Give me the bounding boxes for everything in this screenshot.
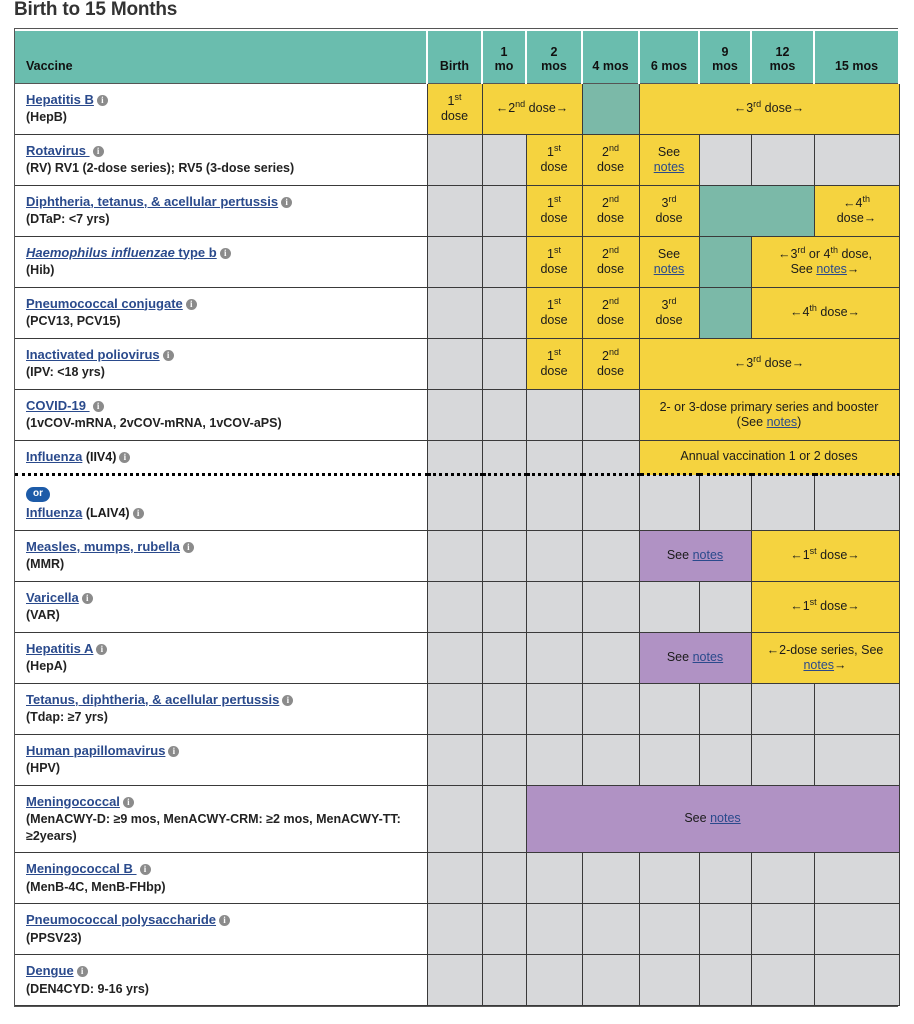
- schedule-cell-1mo: [482, 389, 526, 440]
- vaccine-abbreviation: (IPV: <18 yrs): [26, 365, 105, 379]
- info-icon[interactable]: i: [140, 864, 151, 875]
- cell-line-1: See: [657, 144, 681, 159]
- vaccine-abbreviation: (Hib): [26, 263, 55, 277]
- info-icon[interactable]: i: [123, 797, 134, 808]
- schedule-cell-4mos: [582, 83, 639, 134]
- vaccine-name-cell: [15, 134, 427, 185]
- vaccine-abbreviation: (MenACWY-D: ≥9 mos, MenACWY-CRM: ≥2 mos, MenACWY-TT: ≥2years): [26, 812, 401, 843]
- schedule-cell-1mo: [482, 338, 526, 389]
- vaccine-name-cell: [15, 287, 427, 338]
- vaccine-name-link[interactable]: Influenza: [26, 448, 83, 464]
- schedule-cell-2mos: [526, 338, 582, 389]
- column-header-4mos: [582, 30, 639, 83]
- schedule-cell-4mos: [582, 389, 639, 440]
- cell-line-2: dose: [540, 363, 568, 378]
- schedule-cell-12mos: [751, 475, 814, 531]
- cell-line-2: dose: [596, 312, 625, 327]
- schedule-cell-1mo: [482, 632, 526, 683]
- vaccine-abbreviation: (VAR): [26, 608, 60, 622]
- cell-line-2: [643, 262, 696, 277]
- vaccine-name-link[interactable]: Hepatitis B: [26, 91, 94, 107]
- vaccine-name-link[interactable]: Tetanus, diphtheria, & acellular pertussis: [26, 691, 280, 707]
- schedule-cell-4mos: [582, 734, 639, 785]
- schedule-cell-birth: [427, 734, 482, 785]
- schedule-cell-12mos: [751, 955, 814, 1006]
- notes-link[interactable]: notes: [803, 657, 835, 672]
- info-icon[interactable]: i: [97, 95, 108, 106]
- vaccine-name-suffix: (IIV4): [82, 449, 117, 464]
- vaccine-name-cell: [15, 853, 427, 904]
- schedule-cell-6mos: [639, 904, 699, 955]
- schedule-cell-birth: [427, 185, 482, 236]
- schedule-cell-2mos: [526, 530, 582, 581]
- schedule-cell-6mos: [639, 287, 699, 338]
- schedule-cell-15mos: [814, 134, 899, 185]
- schedule-cell-1mo: [482, 236, 526, 287]
- schedule-table-container: [14, 28, 898, 1007]
- schedule-cell-4mos: [582, 236, 639, 287]
- vaccine-name-link[interactable]: COVID-19: [26, 397, 90, 413]
- schedule-cell-1mo: [482, 530, 526, 581]
- schedule-cell-4mos: [582, 134, 639, 185]
- schedule-cell-2mos: [526, 475, 582, 531]
- schedule-cell-9mos: [699, 955, 751, 1006]
- cell-line-1: 1st: [547, 193, 561, 210]
- vaccine-name-link[interactable]: Hepatitis A: [26, 640, 94, 656]
- schedule-cell-4mos: [582, 475, 639, 531]
- schedule-cell-birth: [427, 530, 482, 581]
- vaccine-abbreviation: (Tdap: ≥7 yrs): [26, 710, 108, 724]
- table-row: [15, 338, 899, 389]
- table-header: [15, 30, 899, 83]
- schedule-cell-birth: [427, 475, 482, 531]
- cell-line-2: dose: [655, 210, 683, 225]
- column-header-vaccine: Vaccine: [15, 30, 427, 83]
- schedule-cell-9mos: [699, 683, 751, 734]
- schedule-cell-15mos: [814, 734, 899, 785]
- column-header-12mos: [751, 30, 814, 83]
- cell-line-1: 1st: [547, 295, 561, 312]
- cell-line-2: dose: [440, 108, 469, 123]
- vaccine-name-cell: [15, 581, 427, 632]
- notes-link[interactable]: notes: [692, 650, 724, 664]
- column-header-line2: mos: [712, 58, 738, 73]
- schedule-cell-4mos: [582, 853, 639, 904]
- vaccine-name-link[interactable]: Human papillomavirus: [26, 742, 166, 758]
- table-row: [15, 734, 899, 785]
- notes-link[interactable]: notes: [653, 159, 685, 174]
- cell-line-2: dose→: [836, 210, 877, 225]
- schedule-cell-9mos: [699, 236, 751, 287]
- schedule-cell-birth: [427, 83, 482, 134]
- schedule-cell-2mos: [526, 904, 582, 955]
- vaccine-abbreviation: (DTaP: <7 yrs): [26, 212, 110, 226]
- vaccine-name-cell: [15, 955, 427, 1006]
- vaccine-abbreviation: (PPSV23): [26, 930, 82, 945]
- schedule-cell-4mos: [582, 581, 639, 632]
- vaccine-name-cell: [15, 683, 427, 734]
- cell-line-1: 2nd: [602, 244, 619, 261]
- vaccine-abbreviation: (RV) RV1 (2-dose series); RV5 (3-dose series): [26, 161, 295, 175]
- cell-line-1: 2nd: [602, 142, 619, 159]
- schedule-cell-12mos: [751, 904, 814, 955]
- schedule-cell-12mos: ←1st dose→: [751, 530, 899, 581]
- notes-link[interactable]: notes: [766, 414, 798, 429]
- or-badge: or: [26, 487, 50, 502]
- vaccine-abbreviation: (MMR): [26, 557, 65, 571]
- vaccine-name-cell: [15, 734, 427, 785]
- vaccine-name-cell: [15, 83, 427, 134]
- page-title: Birth to 15 Months: [14, 0, 178, 20]
- vaccine-name-link[interactable]: Pneumococcal polysaccharide: [26, 912, 217, 927]
- header-row: [15, 30, 899, 83]
- column-header-birth: [427, 30, 482, 83]
- schedule-cell-2mos: [526, 287, 582, 338]
- schedule-cell-6mos: [639, 389, 899, 440]
- schedule-cell-birth: [427, 236, 482, 287]
- schedule-cell-birth: [427, 853, 482, 904]
- schedule-cell-2mos: [526, 236, 582, 287]
- schedule-cell-2mos: [526, 632, 582, 683]
- schedule-cell-6mos: ←3rd dose→: [639, 83, 899, 134]
- schedule-cell-birth: [427, 134, 482, 185]
- table-row: [15, 683, 899, 734]
- info-icon[interactable]: i: [163, 350, 174, 361]
- notes-link[interactable]: notes: [653, 261, 685, 276]
- schedule-cell-4mos: [582, 904, 639, 955]
- cell-line-2: dose: [596, 363, 625, 378]
- cell-line-2: dose: [540, 261, 568, 276]
- schedule-cell-6mos: [639, 475, 699, 531]
- schedule-cell-9mos: [699, 904, 751, 955]
- schedule-cell-2mos: [526, 134, 582, 185]
- schedule-cell-9mos: [699, 475, 751, 531]
- column-header-line2: 6 mos: [650, 58, 688, 73]
- notes-link[interactable]: notes: [692, 548, 724, 562]
- schedule-cell-4mos: [582, 185, 639, 236]
- vaccine-name-cell: [15, 530, 427, 581]
- schedule-cell-1mo: ←2nd dose→: [482, 83, 582, 134]
- vaccine-name-link[interactable]: Pneumococcal conjugate: [26, 295, 183, 311]
- schedule-cell-12mos: [751, 236, 899, 287]
- schedule-cell-1mo: [482, 134, 526, 185]
- info-icon[interactable]: i: [133, 508, 144, 519]
- schedule-cell-6mos: See notes: [639, 530, 751, 581]
- column-header-line2: mos: [769, 58, 796, 73]
- cell-line-2: dose: [596, 210, 625, 225]
- cell-line-2: [643, 160, 696, 175]
- schedule-cell-1mo: [482, 581, 526, 632]
- schedule-cell-12mos: [751, 683, 814, 734]
- table-row: [15, 134, 899, 185]
- column-header-line2: mo: [494, 58, 514, 73]
- schedule-cell-12mos: [751, 134, 814, 185]
- schedule-cell-15mos: [814, 185, 899, 236]
- immunization-schedule-table: [15, 29, 900, 1006]
- table-row: [15, 440, 899, 475]
- schedule-cell-1mo: [482, 683, 526, 734]
- schedule-cell-1mo: [482, 785, 526, 853]
- schedule-cell-6mos: [639, 134, 699, 185]
- table-row: [15, 581, 899, 632]
- schedule-cell-birth: [427, 632, 482, 683]
- cell-line-1: See: [657, 246, 681, 261]
- cell-line-2: dose: [540, 159, 568, 174]
- info-icon[interactable]: i: [183, 542, 194, 553]
- cell-line-2: dose: [540, 210, 568, 225]
- column-header-line2: 15 mos: [834, 58, 879, 73]
- schedule-cell-1mo: [482, 904, 526, 955]
- column-header-line2: Birth: [439, 58, 470, 73]
- column-header-line2: 4 mos: [592, 58, 629, 73]
- table-row: [15, 83, 899, 134]
- schedule-cell-birth: [427, 287, 482, 338]
- schedule-cell-4mos: [582, 683, 639, 734]
- schedule-cell-6mos: [639, 185, 699, 236]
- table-row: [15, 904, 899, 955]
- schedule-cell-6mos: [639, 236, 699, 287]
- table-row: [15, 853, 899, 904]
- cell-line-2: dose: [655, 312, 683, 327]
- vaccine-name-link[interactable]: Meningococcal B: [26, 861, 137, 876]
- vaccine-name-cell: [15, 632, 427, 683]
- schedule-cell-12mos: [751, 853, 814, 904]
- cell-line-1: 1st: [547, 244, 561, 261]
- schedule-cell-9mos: [699, 581, 751, 632]
- schedule-cell-12mos: ←1st dose→: [751, 581, 899, 632]
- cell-line-2: dose: [540, 312, 568, 327]
- schedule-cell-1mo: [482, 734, 526, 785]
- table-row: [15, 785, 899, 853]
- vaccine-name-cell: [15, 185, 427, 236]
- vaccine-name-cell: [15, 338, 427, 389]
- cell-line-1: ←4th: [843, 193, 870, 210]
- table-row: [15, 530, 899, 581]
- column-header-line1: 9: [721, 44, 729, 59]
- cell-line-1: 1st: [447, 91, 462, 108]
- column-header-15mos: [814, 30, 899, 83]
- schedule-cell-4mos: [582, 955, 639, 1006]
- column-header-6mos: [639, 30, 699, 83]
- schedule-cell-1mo: [482, 287, 526, 338]
- schedule-cell-6mos: [639, 734, 699, 785]
- info-icon[interactable]: i: [220, 248, 231, 259]
- vaccine-name-link[interactable]: Measles, mumps, rubella: [26, 538, 180, 554]
- column-header-1mo: [482, 30, 526, 83]
- info-icon[interactable]: i: [77, 966, 88, 977]
- schedule-cell-4mos: [582, 440, 639, 475]
- cell-line-1: 2nd: [602, 193, 619, 210]
- cell-line-1: ←2-dose series, See: [766, 642, 884, 657]
- vaccine-name-link[interactable]: Dengue: [26, 963, 74, 978]
- schedule-cell-birth: [427, 389, 482, 440]
- column-header-2mos: [526, 30, 582, 83]
- schedule-cell-15mos: [814, 853, 899, 904]
- info-icon[interactable]: i: [82, 593, 93, 604]
- table-row: [15, 287, 899, 338]
- schedule-cell-birth: [427, 581, 482, 632]
- schedule-cell-birth: [427, 955, 482, 1006]
- cell-line-2: dose: [596, 261, 625, 276]
- notes-link[interactable]: notes: [710, 811, 741, 826]
- info-icon[interactable]: i: [168, 746, 179, 757]
- info-icon[interactable]: i: [93, 146, 104, 157]
- schedule-cell-1mo: [482, 853, 526, 904]
- schedule-cell-2mos: [526, 955, 582, 1006]
- vaccine-name-link[interactable]: Meningococcal: [26, 793, 120, 809]
- vaccine-name-cell: [15, 440, 427, 475]
- vaccine-name-link[interactable]: Varicella: [26, 589, 79, 605]
- schedule-cell-birth: [427, 440, 482, 475]
- cell-line-1: 1st: [547, 142, 561, 159]
- schedule-cell-birth: [427, 904, 482, 955]
- schedule-cell-15mos: [814, 683, 899, 734]
- schedule-cell-6mos: Annual vaccination 1 or 2 doses: [639, 440, 899, 475]
- vaccine-name-cell: [15, 785, 427, 853]
- schedule-cell-2mos: [526, 853, 582, 904]
- schedule-cell-1mo: [482, 185, 526, 236]
- info-icon[interactable]: i: [119, 452, 130, 463]
- vaccine-abbreviation: (1vCOV-mRNA, 2vCOV-mRNA, 1vCOV-aPS): [26, 416, 282, 430]
- vaccine-name-cell: [15, 904, 427, 955]
- schedule-cell-15mos: [814, 955, 899, 1006]
- schedule-cell-12mos: ←4th dose→: [751, 287, 899, 338]
- schedule-cell-4mos: [582, 287, 639, 338]
- cell-line-2: (See notes): [736, 414, 802, 429]
- schedule-cell-1mo: [482, 955, 526, 1006]
- schedule-cell-9mos: [699, 853, 751, 904]
- vaccine-name-cell: [15, 475, 427, 531]
- table-row: [15, 955, 899, 1006]
- vaccine-abbreviation: (PCV13, PCV15): [26, 314, 121, 328]
- cell-line-1: 1st: [547, 346, 561, 363]
- cell-line-2: dose: [596, 159, 625, 174]
- schedule-cell-9mos: [699, 734, 751, 785]
- schedule-cell-6mos: [639, 683, 699, 734]
- table-row: [15, 389, 899, 440]
- column-header-9mos: [699, 30, 751, 83]
- cell-line-1: 2nd: [602, 295, 619, 312]
- schedule-cell-1mo: [482, 440, 526, 475]
- schedule-cell-6mos: [639, 955, 699, 1006]
- info-icon[interactable]: i: [96, 644, 107, 655]
- cell-line-2: See notes→: [790, 261, 860, 276]
- vaccine-abbreviation: (MenB-4C, MenB-FHbp): [26, 879, 166, 894]
- vaccine-name-cell: [15, 389, 427, 440]
- schedule-cell-12mos: [751, 632, 899, 683]
- schedule-cell-birth: [427, 683, 482, 734]
- column-header-line2: mos: [541, 58, 567, 73]
- cell-line-1: 2- or 3-dose primary series and booster: [659, 399, 879, 414]
- schedule-cell-4mos: [582, 530, 639, 581]
- schedule-cell-2mos: [526, 581, 582, 632]
- vaccine-name-link[interactable]: Diphtheria, tetanus, & acellular pertussis: [26, 193, 279, 209]
- schedule-cell-2mos: See notes: [526, 785, 899, 853]
- schedule-cell-1mo: [482, 475, 526, 531]
- info-icon[interactable]: i: [219, 915, 230, 926]
- vaccine-name-suffix: (LAIV4): [82, 506, 130, 520]
- vaccine-name-link[interactable]: Rotavirus: [26, 142, 90, 158]
- schedule-cell-9mos: [699, 185, 814, 236]
- schedule-cell-6mos: See notes: [639, 632, 751, 683]
- table-row: [15, 632, 899, 683]
- schedule-cell-9mos: [699, 134, 751, 185]
- cell-line-2: notes→: [803, 657, 847, 672]
- vaccine-name-link[interactable]: Haemophilus influenzae type b: [26, 244, 217, 260]
- info-icon[interactable]: i: [93, 401, 104, 412]
- schedule-cell-birth: [427, 785, 482, 853]
- schedule-cell-2mos: [526, 440, 582, 475]
- vaccine-abbreviation: (HepB): [26, 110, 67, 124]
- schedule-cell-6mos: [639, 581, 699, 632]
- schedule-cell-4mos: [582, 338, 639, 389]
- schedule-cell-2mos: [526, 185, 582, 236]
- column-header-line1: 1: [500, 44, 508, 59]
- column-header-line1: 12: [775, 44, 790, 59]
- info-icon[interactable]: i: [186, 299, 197, 310]
- table-row: [15, 185, 899, 236]
- schedule-cell-12mos: [751, 734, 814, 785]
- table-row: [15, 236, 899, 287]
- schedule-cell-2mos: [526, 683, 582, 734]
- schedule-cell-4mos: [582, 632, 639, 683]
- cell-line-1: 3rd: [661, 295, 677, 312]
- schedule-cell-2mos: [526, 389, 582, 440]
- schedule-cell-2mos: [526, 734, 582, 785]
- column-header-line1: 2: [550, 44, 558, 59]
- schedule-cell-9mos: [699, 287, 751, 338]
- schedule-cell-6mos: [639, 853, 699, 904]
- info-icon[interactable]: i: [281, 197, 292, 208]
- table-row: [15, 475, 899, 531]
- schedule-cell-6mos: ←3rd dose→: [639, 338, 899, 389]
- table-body: [15, 83, 899, 1006]
- schedule-cell-birth: [427, 338, 482, 389]
- vaccine-abbreviation: (HepA): [26, 659, 67, 673]
- cell-line-1: 3rd: [661, 193, 677, 210]
- vaccine-name-link[interactable]: Influenza: [26, 505, 83, 520]
- schedule-cell-15mos: [814, 904, 899, 955]
- vaccine-name-link[interactable]: Inactivated poliovirus: [26, 346, 160, 362]
- cell-line-1: ←3rd or 4th dose,: [777, 244, 873, 261]
- notes-link[interactable]: notes: [816, 261, 847, 276]
- info-icon[interactable]: i: [282, 695, 293, 706]
- cell-line-1: 2nd: [602, 346, 619, 363]
- vaccine-abbreviation: (HPV): [26, 761, 61, 775]
- vaccine-abbreviation: (DEN4CYD: 9-16 yrs): [26, 981, 149, 996]
- schedule-cell-15mos: [814, 475, 899, 531]
- vaccine-name-cell: [15, 236, 427, 287]
